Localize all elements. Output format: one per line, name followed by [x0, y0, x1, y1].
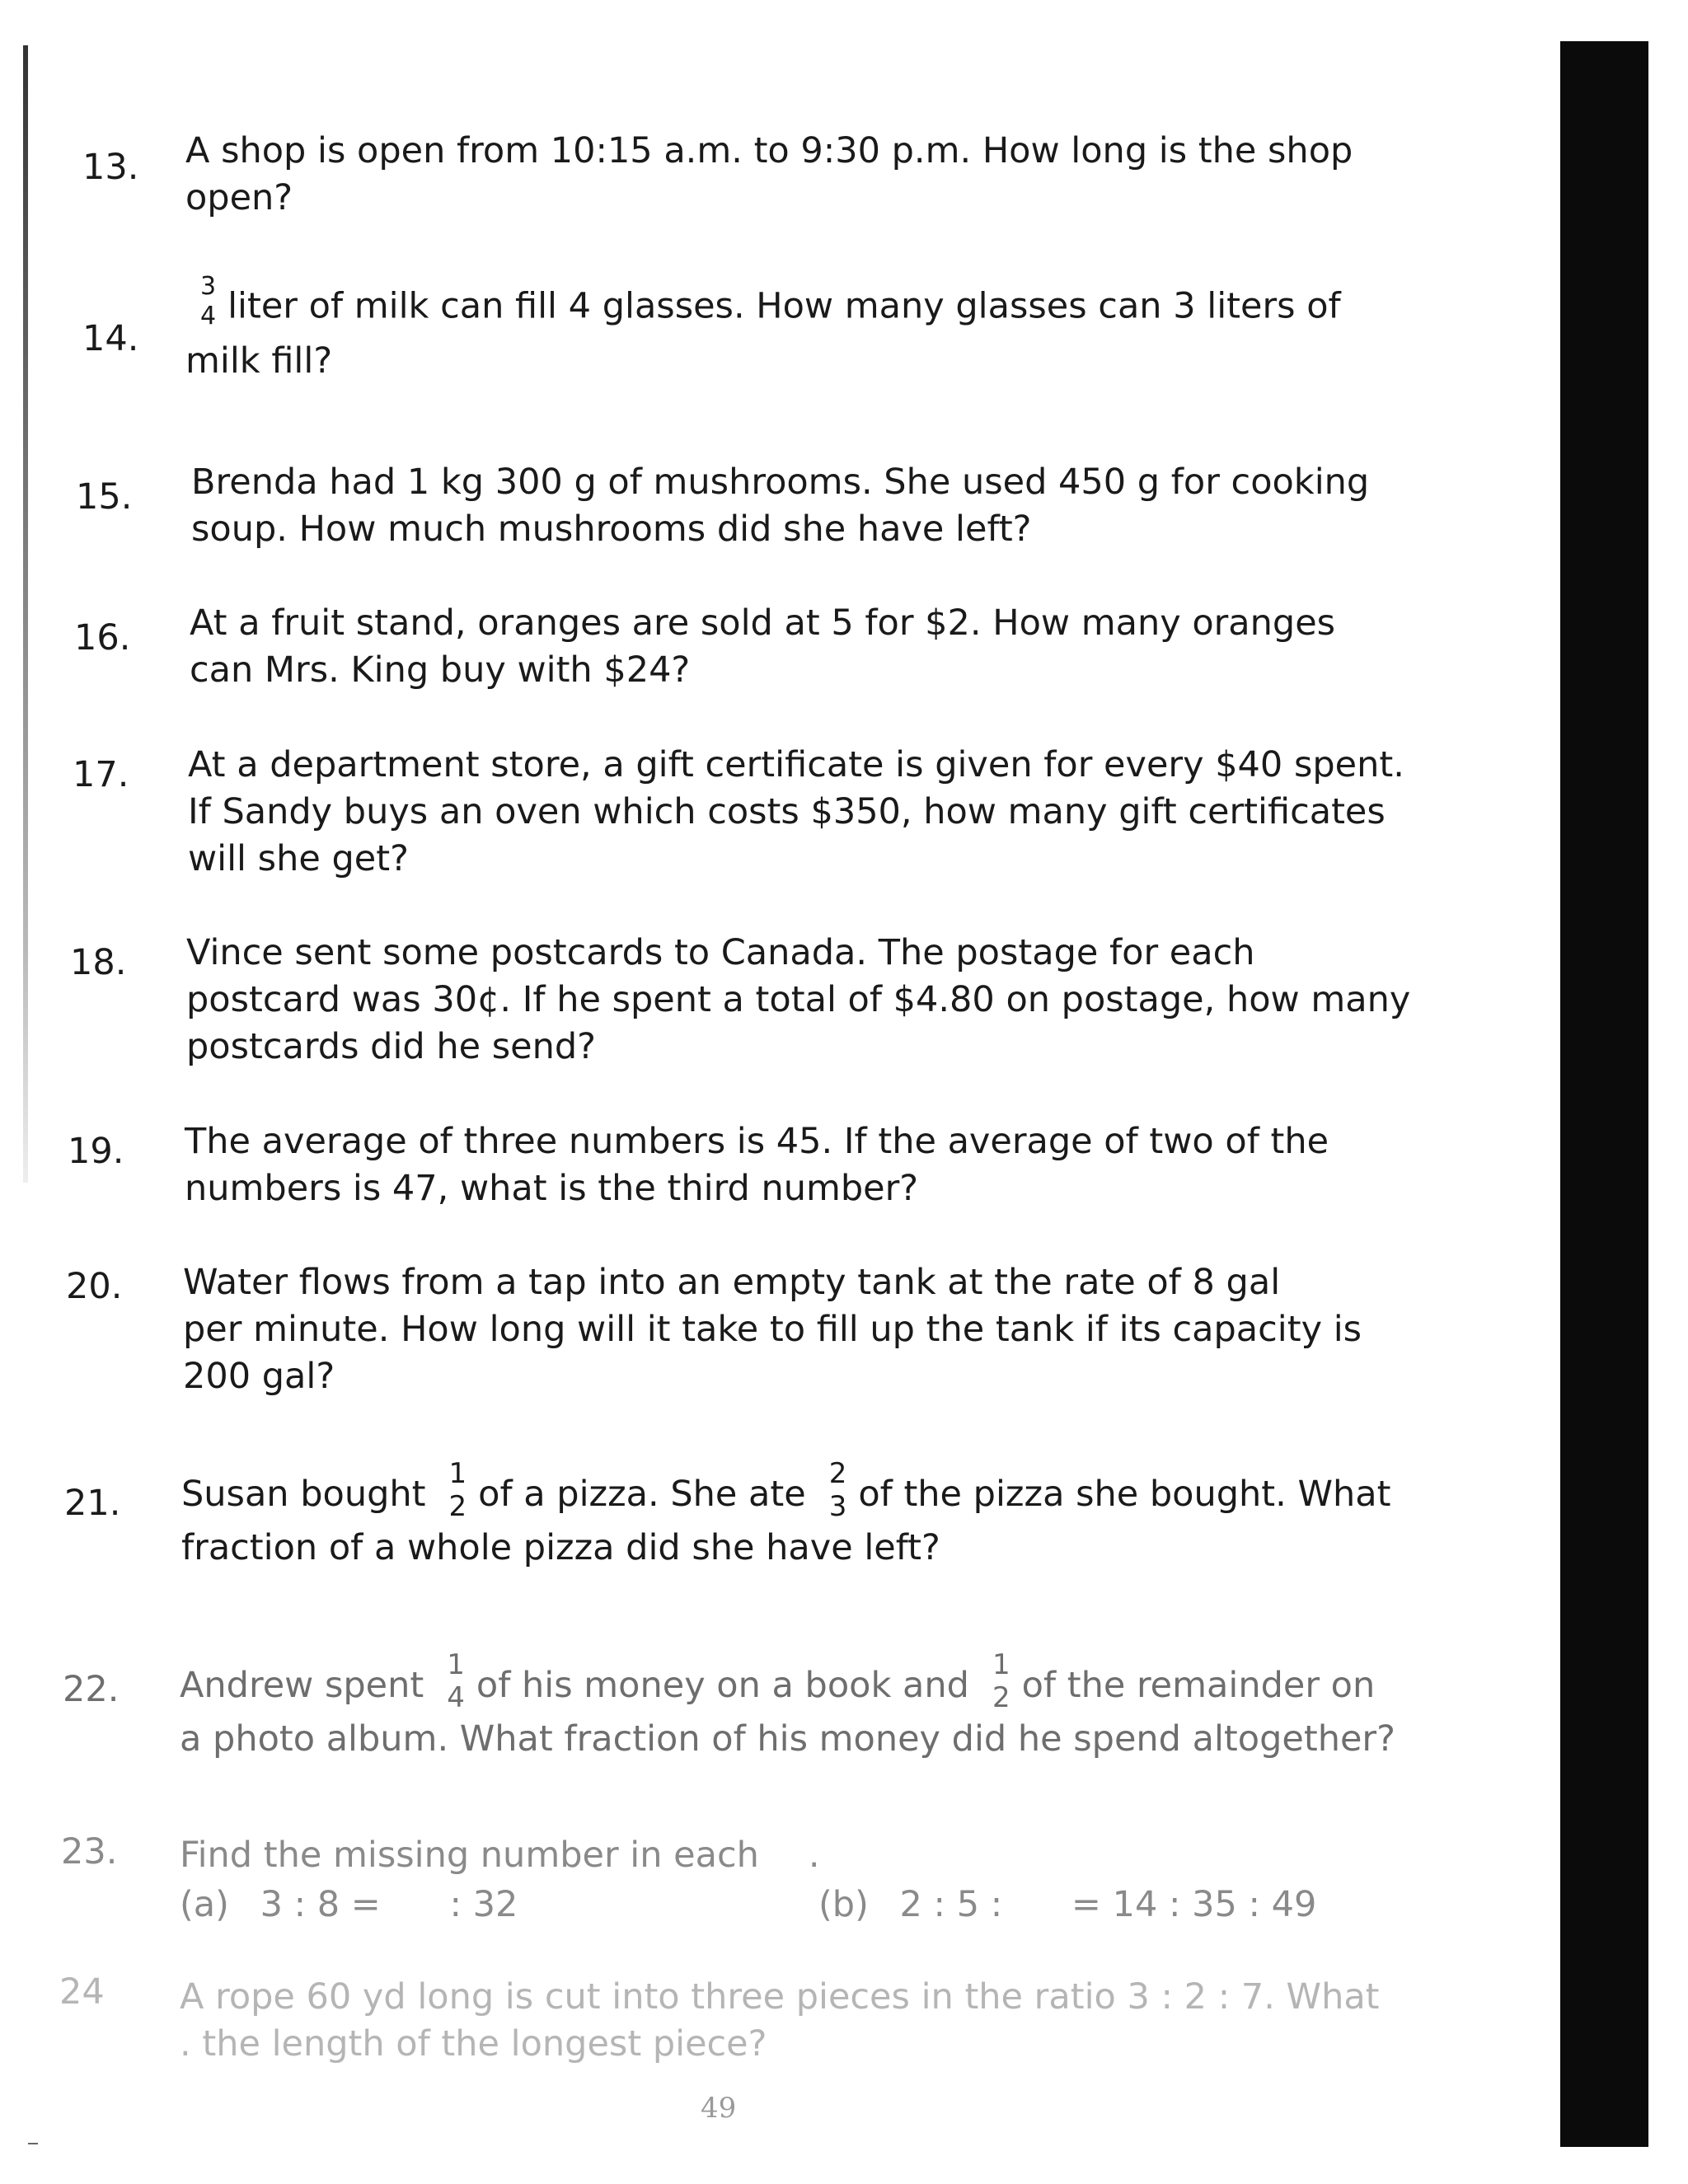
- problem-line: Vince sent some postcards to Canada. The postage for each: [186, 932, 1255, 973]
- ratio-left: 3 : 8 =: [260, 1884, 381, 1925]
- fraction-numerator: 1: [447, 1647, 465, 1681]
- problem-number: 18.: [70, 942, 127, 983]
- fraction: [992, 1648, 1010, 1714]
- problem-number: 23.: [61, 1831, 118, 1872]
- problem-text: [180, 1648, 1400, 1763]
- fraction: [829, 1457, 847, 1523]
- problem-line: open?: [185, 177, 293, 218]
- fraction-numerator: 3: [200, 272, 217, 301]
- binding-mark: [28, 2143, 38, 2144]
- problem-number: 14.: [82, 318, 139, 359]
- part-label: (b): [818, 1884, 869, 1925]
- problem-segment: of the pizza she bought. What: [858, 1474, 1391, 1515]
- ratio-left: 2 : 5 :: [899, 1884, 1003, 1925]
- problem-text: [191, 459, 1411, 553]
- scan-edge-bar: [1560, 41, 1648, 2147]
- problem-line: numbers is 47, what is the third number?: [185, 1168, 919, 1209]
- part-a: [180, 1882, 518, 1929]
- problem-line: A shop is open from 10:15 a.m. to 9:30 p.m. How long is the shop: [185, 130, 1353, 171]
- problem-text: [183, 1259, 1403, 1400]
- binding-shadow: [23, 45, 28, 1183]
- problem-line: [185, 272, 1405, 338]
- problem-number: 17.: [73, 754, 129, 795]
- problem-number: 15.: [76, 476, 133, 518]
- fraction-denominator: 4: [447, 1680, 465, 1714]
- problem-number: 21.: [64, 1483, 121, 1524]
- problem-segment: of his money on a book and: [476, 1665, 969, 1706]
- problem-line: [180, 1832, 1400, 1879]
- problem-line: If Sandy buys an oven which costs $350, how many gift certificates: [188, 791, 1386, 832]
- fraction-numerator: 2: [828, 1456, 847, 1490]
- problem-line: At a fruit stand, oranges are sold at 5 for $2. How many oranges: [190, 602, 1336, 644]
- problem-line: Brenda had 1 kg 300 g of mushrooms. She used 450 g for cooking: [191, 462, 1370, 503]
- problem-line: [181, 1457, 1401, 1531]
- page-number: 49: [701, 2092, 737, 2125]
- fraction-denominator: 2: [992, 1680, 1010, 1714]
- problem-line: a photo album. What fraction of his money did he spend altogether?: [180, 1718, 1395, 1760]
- problem-line: per minute. How long will it take to fill up the tank if its capacity is: [183, 1309, 1362, 1350]
- problem-segment: Susan bought: [181, 1474, 426, 1515]
- problem-segment: of the remainder on: [1021, 1665, 1376, 1706]
- fraction: [449, 1457, 467, 1523]
- problem-line: postcard was 30¢. If he spent a total of $4.80 on postage, how many: [186, 979, 1411, 1020]
- problem-text: [190, 600, 1409, 694]
- problem-segment: Andrew spent: [180, 1665, 424, 1706]
- problem-number: 24: [59, 1971, 105, 2013]
- fraction-denominator: 3: [828, 1489, 847, 1523]
- problem-text: [180, 1974, 1400, 2068]
- problem-segment: .: [808, 1835, 820, 1876]
- problem-line: The average of three numbers is 45. If the average of two of the: [185, 1121, 1329, 1162]
- problem-line: . the length of the longest piece?: [180, 2023, 767, 2064]
- problem-text: [185, 272, 1405, 385]
- fraction: [200, 272, 216, 331]
- problem-line: can Mrs. King buy with $24?: [190, 649, 691, 691]
- fraction-numerator: 1: [992, 1647, 1010, 1681]
- problem-segment: of a pizza. She ate: [478, 1474, 806, 1515]
- problem-text: [186, 930, 1411, 1071]
- part-b: [818, 1882, 1316, 1929]
- ratio-right: : 32: [449, 1884, 518, 1925]
- problem-line: [180, 1648, 1400, 1722]
- fraction-numerator: 1: [448, 1456, 467, 1490]
- problem-text: [180, 1832, 1400, 1931]
- problem-number: 19.: [68, 1131, 124, 1172]
- problem-line: Water flows from a tap into an empty tank at the rate of 8 gal: [183, 1262, 1281, 1303]
- fraction: [447, 1648, 465, 1714]
- fraction-denominator: 2: [448, 1489, 467, 1523]
- problem-line: soup. How much mushrooms did she have left?: [191, 509, 1032, 550]
- problem-line: milk fill?: [185, 340, 333, 382]
- problem-segment: Find the missing number in each: [180, 1835, 759, 1876]
- problem-line: At a department store, a gift certificate is given for every $40 spent.: [188, 744, 1404, 785]
- part-label: (a): [180, 1884, 229, 1925]
- problem-line: 200 gal?: [183, 1356, 335, 1397]
- problem-text: [185, 1118, 1404, 1212]
- problem-text: [181, 1457, 1401, 1572]
- problem-segment: liter of milk can fill 4 glasses. How many glasses can 3 liters of: [227, 285, 1341, 327]
- problem-text: [185, 128, 1405, 222]
- fraction-denominator: 4: [200, 302, 217, 330]
- problem-number: 22.: [63, 1669, 120, 1710]
- problem-number: 20.: [66, 1266, 123, 1307]
- problem-text: [188, 742, 1408, 883]
- problem-line: postcards did he send?: [186, 1026, 596, 1067]
- problem-number: 13.: [82, 147, 139, 188]
- problem-line: A rope 60 yd long is cut into three pieces in the ratio 3 : 2 : 7. What: [180, 1976, 1380, 2018]
- problem-line: fraction of a whole pizza did she have left?: [181, 1527, 940, 1568]
- problem-line: will she get?: [188, 838, 409, 879]
- problem-number: 16.: [74, 617, 131, 658]
- ratio-right: = 14 : 35 : 49: [1071, 1884, 1317, 1925]
